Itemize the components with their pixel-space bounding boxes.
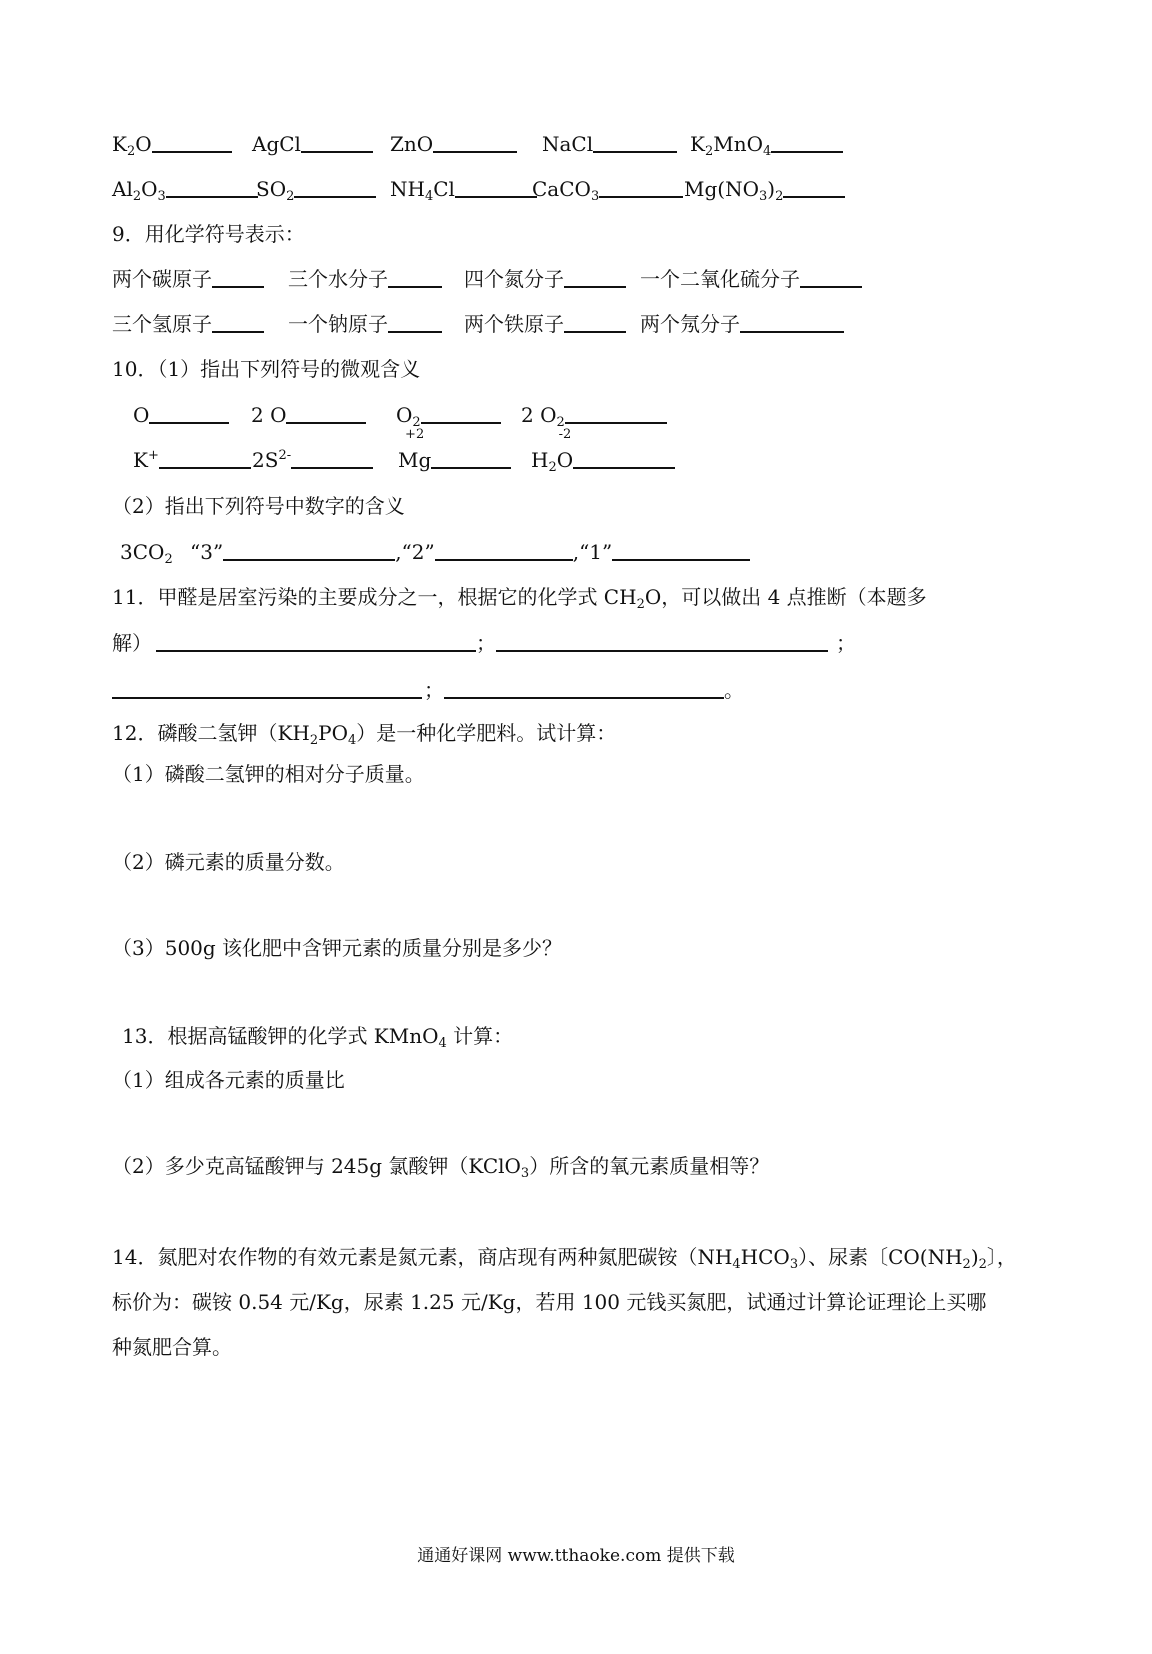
answer-blank[interactable] — [286, 402, 366, 424]
answer-blank[interactable] — [564, 311, 626, 333]
prompt-item: 三个水分子 — [288, 265, 442, 293]
question-part: （2）磷元素的质量分数。 — [112, 850, 345, 874]
formula-item: $NH_4Cl$ — [390, 175, 537, 203]
symbol-item: 2 O — [251, 401, 366, 429]
answer-blank[interactable] — [212, 311, 264, 333]
answer-blank[interactable] — [431, 447, 511, 469]
symbol-item: 2 $O_2$ — [521, 401, 667, 429]
question-part: （2）多少克高锰酸钾与 245g 氯酸钾（KClO$_3$）所含的氧元素质量相等？ — [112, 1154, 770, 1181]
answer-blank[interactable] — [593, 131, 677, 153]
question-heading: 12．磷酸二氢钾$(KH_2PO_4)$是一种化学肥料。试计算： — [112, 721, 617, 748]
answer-blank[interactable] — [800, 266, 862, 288]
question-part: （1）磷酸二氢钾的相对分子质量。 — [112, 762, 425, 786]
digit-meaning-item: “3” ,“2” ,“1” — [190, 538, 750, 566]
answer-blank[interactable] — [301, 131, 373, 153]
symbol-item: O — [133, 401, 229, 429]
answer-blank[interactable] — [223, 539, 395, 561]
formula-item: $Al_2O_3$ — [112, 175, 258, 203]
answer-blank[interactable] — [783, 176, 845, 198]
prompt-item: 一个钠原子 — [288, 310, 442, 338]
formula-item: $SO_2$ — [256, 175, 376, 203]
answer-blank[interactable] — [771, 131, 843, 153]
answer-blank[interactable] — [565, 402, 667, 424]
symbol-item: K+ — [133, 446, 251, 474]
formula-item: $K_2O$ — [112, 130, 232, 158]
prompt-item: 两个铁原子 — [464, 310, 626, 338]
question-text: 11．甲醛是居室污染的主要成分之一，根据它的化学式 $CH_2O$，可以做出 4 点推断（本题多 — [112, 585, 927, 612]
formula-item: ZnO — [390, 130, 517, 158]
period: 。 — [724, 678, 744, 702]
question-part: （1）组成各元素的质量比 — [112, 1068, 345, 1092]
question-heading: 13．根据高锰酸钾的化学式 KMnO$_4$ 计算： — [122, 1024, 514, 1051]
question-text: 种氮肥合算。 — [112, 1335, 232, 1359]
answer-blank[interactable] — [573, 447, 675, 469]
formula-item: $Mg(NO_3)_2$ — [684, 175, 845, 203]
answer-blank[interactable] — [388, 266, 442, 288]
answer-blank[interactable] — [564, 266, 626, 288]
symbol-item: $3CO_2$ — [120, 540, 173, 567]
formula-item: CaCO$_3$ — [532, 175, 683, 203]
answer-blank[interactable] — [156, 629, 476, 657]
answer-blank[interactable] — [444, 676, 724, 704]
question-heading: 9．用化学符号表示： — [112, 222, 305, 246]
answer-blank[interactable] — [149, 402, 229, 424]
prompt-item: 两个氖分子 — [640, 310, 844, 338]
symbol-item: $O_2$ — [396, 401, 501, 429]
formula-item: $K_2MnO_4$ — [690, 130, 843, 158]
answer-blank[interactable] — [212, 266, 264, 288]
prompt-item: 四个氮分子 — [464, 265, 626, 293]
prompt-item: 三个氢原子 — [112, 310, 264, 338]
question-part: （3）500g 该化肥中含钾元素的质量分别是多少？ — [112, 936, 563, 960]
formula-item: AgCl — [252, 130, 373, 158]
answer-blank[interactable] — [433, 131, 517, 153]
separator: ； — [424, 678, 444, 702]
answer-blank[interactable] — [166, 176, 258, 198]
page-footer: 通通好课网 www.tthaoke.com 提供下载 — [417, 1546, 735, 1566]
question-text: 解） — [112, 631, 152, 655]
question-text: 14．氮肥对农作物的有效元素是氮元素，商店现有两种氮肥碳铵$(NH_4HCO_3)$、尿素〔$CO(NH_2)_2$〕， — [112, 1245, 1017, 1272]
symbol-item: +2 Mg — [398, 446, 511, 474]
answer-blank[interactable] — [740, 311, 844, 333]
question-heading: 10．（1）指出下列符号的微观含义 — [112, 357, 421, 381]
answer-blank[interactable] — [291, 447, 373, 469]
question-text: 标价为：碳铵 0.54 元/Kg，尿素 1.25 元/Kg，若用 100 元钱买氮肥，试通过计算论证理论上买哪 — [112, 1290, 987, 1314]
symbol-item: $H_2$ -2 O — [531, 446, 675, 474]
answer-blank[interactable] — [612, 539, 750, 561]
answer-blank[interactable] — [388, 311, 442, 333]
question-subheading: （2）指出下列符号中数字的含义 — [112, 494, 405, 518]
separator: ； — [476, 631, 496, 655]
symbol-item: $2S^{2-}$ — [252, 446, 373, 474]
prompt-item: 一个二氧化硫分子 — [640, 265, 862, 293]
answer-blank[interactable] — [496, 629, 828, 657]
separator: ； — [836, 631, 856, 655]
answer-blank[interactable] — [599, 176, 683, 198]
formula-item: NaCl — [542, 130, 677, 158]
answer-blank[interactable] — [421, 402, 501, 424]
answer-blank[interactable] — [455, 176, 537, 198]
answer-blank[interactable] — [152, 131, 232, 153]
answer-blank[interactable] — [112, 676, 422, 704]
answer-blank[interactable] — [159, 447, 251, 469]
answer-blank[interactable] — [435, 539, 573, 561]
prompt-item: 两个碳原子 — [112, 265, 264, 293]
answer-blank[interactable] — [294, 176, 376, 198]
